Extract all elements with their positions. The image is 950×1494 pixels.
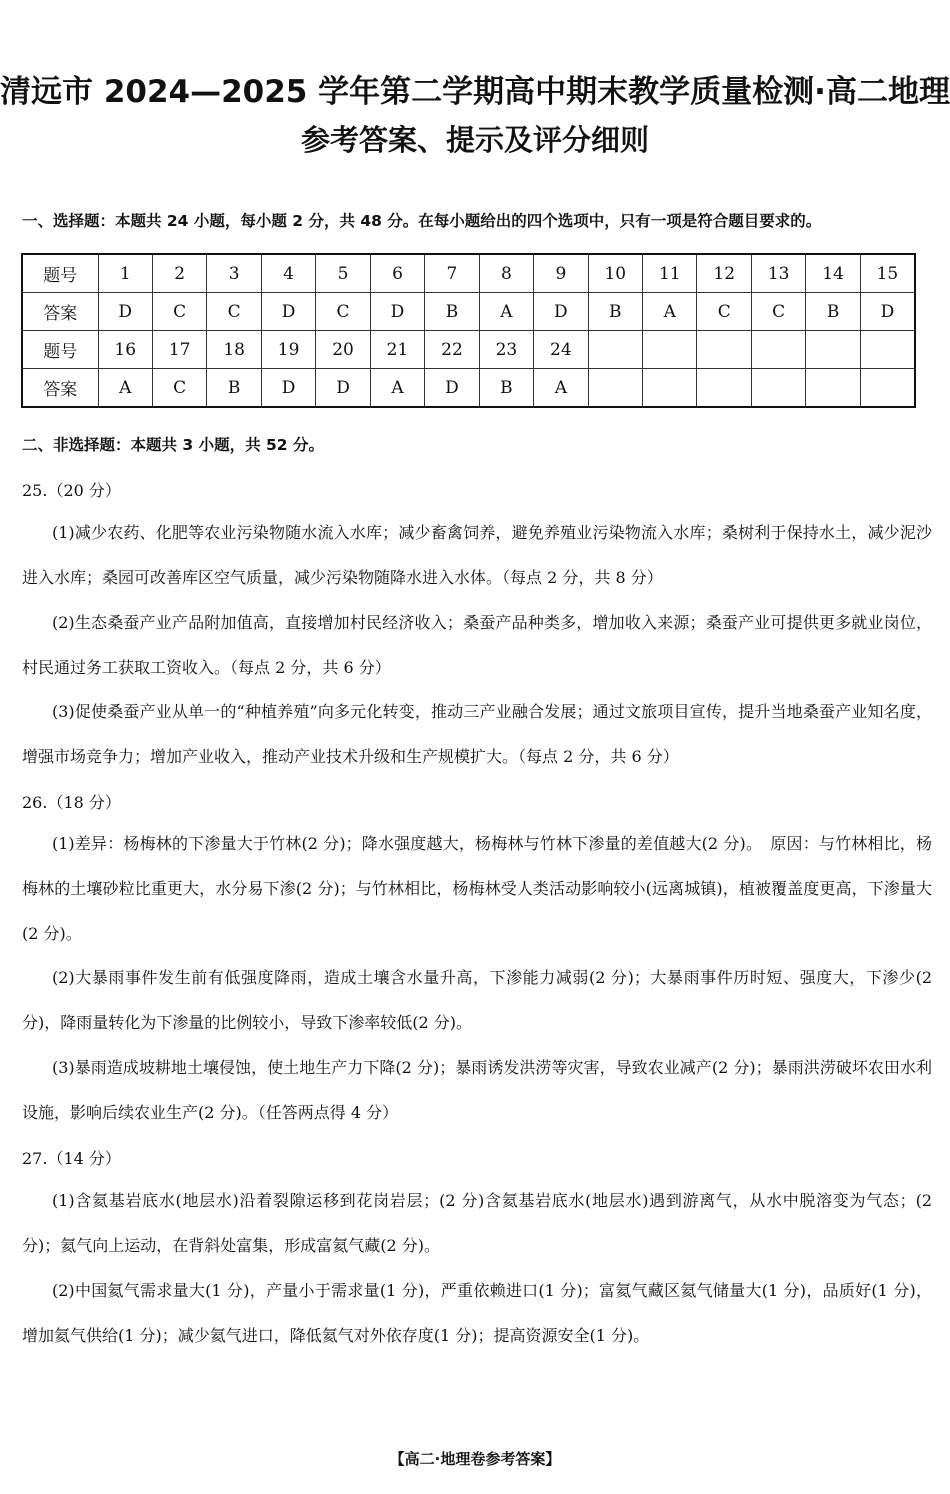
- question-number: 23: [479, 331, 533, 369]
- question-number: 22: [425, 331, 479, 369]
- question-number: 9: [534, 254, 588, 293]
- question-number: 3: [207, 254, 261, 293]
- question-number: 18: [207, 331, 261, 369]
- question-number: 10: [588, 254, 642, 293]
- question-number: 1: [98, 254, 152, 293]
- empty-cell: [806, 331, 860, 369]
- answer-cell: A: [370, 369, 424, 408]
- empty-cell: [588, 369, 642, 408]
- empty-cell: [643, 331, 697, 369]
- question-25-part-1: (1)减少农药、化肥等农业污染物随水流入水库；减少畜禽饲养，避免养殖业污染物流入水库；桑树利于保持水土，减少泥沙进入水库；桑园可改善库区空气质量，减少污染物随降水进入水体。（每点 2 分，共 8 分）: [22, 523, 932, 587]
- answer-cell: D: [261, 293, 315, 331]
- question-number: 19: [261, 331, 315, 369]
- question-26-part-1: (1)差异：杨梅林的下渗量大于竹林(2 分)；降水强度越大，杨梅林与竹林下渗量的差值越大(2 分)。 原因：与竹林相比，杨梅林的土壤砂粒比重更大，水分易下渗(2 分)；与竹林相比，杨梅林受人类活动影响较小(远离城镇)，植被覆盖度更高，下渗量大(2 分)。: [22, 834, 932, 943]
- question-number: 21: [370, 331, 424, 369]
- question-number: 11: [643, 254, 697, 293]
- section2-heading: 二、非选择题：本题共 3 小题，共 52 分。: [22, 436, 324, 454]
- answer-cell: A: [643, 293, 697, 331]
- question-27-part-1: (1)含氦基岩底水(地层水)沿着裂隙运移到花岗岩层；(2 分)含氦基岩底水(地层水)遇到游离气，从水中脱溶变为气态；(2 分)；氦气向上运动，在背斜处富集，形成富氦气藏(2 分)。: [22, 1191, 932, 1255]
- answer-cell: B: [588, 293, 642, 331]
- question-number: 20: [316, 331, 370, 369]
- question-26-label: 26.（18 分）: [22, 793, 121, 812]
- question-number: 12: [697, 254, 751, 293]
- answer-cell: A: [534, 369, 588, 408]
- row-label-number: 题号: [22, 254, 98, 293]
- answer-cell: D: [534, 293, 588, 331]
- table-row: [22, 369, 915, 408]
- question-number: 16: [98, 331, 152, 369]
- section1-heading: 一、选择题：本题共 24 小题，每小题 2 分，共 48 分。在每小题给出的四个选项中，只有一项是符合题目要求的。: [22, 212, 822, 230]
- answer-cell: B: [425, 293, 479, 331]
- answer-cell: C: [751, 293, 805, 331]
- answer-cell: D: [370, 293, 424, 331]
- answer-table: [21, 253, 916, 408]
- table-row: [22, 331, 915, 369]
- question-27-part-2: (2)中国氦气需求量大(1 分)，产量小于需求量(1 分)，严重依赖进口(1 分)；富氦气藏区氦气储量大(1 分)，品质好(1 分)，增加氦气供给(1 分)；减少氦气进口，降低氦气对外依存度(1 分)；提高资源安全(1 分)。: [22, 1281, 932, 1345]
- empty-cell: [697, 331, 751, 369]
- question-27-label: 27.（14 分）: [22, 1149, 121, 1168]
- empty-cell: [588, 331, 642, 369]
- page-title: 清远市 2024—2025 学年第二学期高中期末教学质量检测·高二地理: [0, 74, 950, 110]
- question-25-part-3: (3)促使桑蚕产业从单一的“种植养殖”向多元化转变，推动三产业融合发展；通过文旅项目宣传，提升当地桑蚕产业知名度，增强市场竞争力；增加产业收入，推动产业技术升级和生产规模扩大。（每点 2 分，共 6 分）: [22, 702, 932, 766]
- answer-cell: A: [479, 293, 533, 331]
- answer-cell: B: [806, 293, 860, 331]
- answer-cell: C: [697, 293, 751, 331]
- empty-cell: [860, 369, 915, 408]
- answer-cell: C: [152, 293, 206, 331]
- question-number: 14: [806, 254, 860, 293]
- row-label-answer: 答案: [22, 369, 98, 408]
- question-number: 2: [152, 254, 206, 293]
- empty-cell: [751, 331, 805, 369]
- page-footer: 【高二·地理卷参考答案】: [389, 1450, 561, 1468]
- answer-cell: B: [207, 369, 261, 408]
- empty-cell: [806, 369, 860, 408]
- question-25-label: 25.（20 分）: [22, 481, 121, 500]
- question-number: 15: [860, 254, 915, 293]
- answer-cell: B: [479, 369, 533, 408]
- answer-cell: D: [425, 369, 479, 408]
- answer-cell: C: [207, 293, 261, 331]
- question-number: 13: [751, 254, 805, 293]
- empty-cell: [860, 331, 915, 369]
- answer-cell: A: [98, 369, 152, 408]
- answer-cell: D: [860, 293, 915, 331]
- table-row: [22, 293, 915, 331]
- question-number: 5: [316, 254, 370, 293]
- empty-cell: [697, 369, 751, 408]
- question-number: 24: [534, 331, 588, 369]
- question-number: 7: [425, 254, 479, 293]
- table-row: [22, 254, 915, 293]
- empty-cell: [643, 369, 697, 408]
- row-label-answer: 答案: [22, 293, 98, 331]
- row-label-number: 题号: [22, 331, 98, 369]
- answer-cell: C: [152, 369, 206, 408]
- question-number: 8: [479, 254, 533, 293]
- page-subtitle: 参考答案、提示及评分细则: [300, 123, 649, 157]
- answer-cell: D: [316, 369, 370, 408]
- empty-cell: [751, 369, 805, 408]
- question-number: 6: [370, 254, 424, 293]
- question-25-part-2: (2)生态桑蚕产业产品附加值高，直接增加村民经济收入；桑蚕产品种类多，增加收入来源；桑蚕产业可提供更多就业岗位，村民通过务工获取工资收入。（每点 2 分，共 6 分）: [22, 613, 932, 677]
- answer-cell: C: [316, 293, 370, 331]
- answer-cell: D: [261, 369, 315, 408]
- question-number: 4: [261, 254, 315, 293]
- question-26-part-3: (3)暴雨造成坡耕地土壤侵蚀，使土地生产力下降(2 分)；暴雨诱发洪涝等灾害，导致农业减产(2 分)；暴雨洪涝破坏农田水利设施，影响后续农业生产(2 分)。（任答两点得 4 分）: [22, 1058, 932, 1122]
- answer-cell: D: [98, 293, 152, 331]
- question-number: 17: [152, 331, 206, 369]
- question-26-part-2: (2)大暴雨事件发生前有低强度降雨，造成土壤含水量升高，下渗能力减弱(2 分)；大暴雨事件历时短、强度大，下渗少(2 分)，降雨量转化为下渗量的比例较小，导致下渗率较低(2 分)。: [22, 968, 932, 1032]
